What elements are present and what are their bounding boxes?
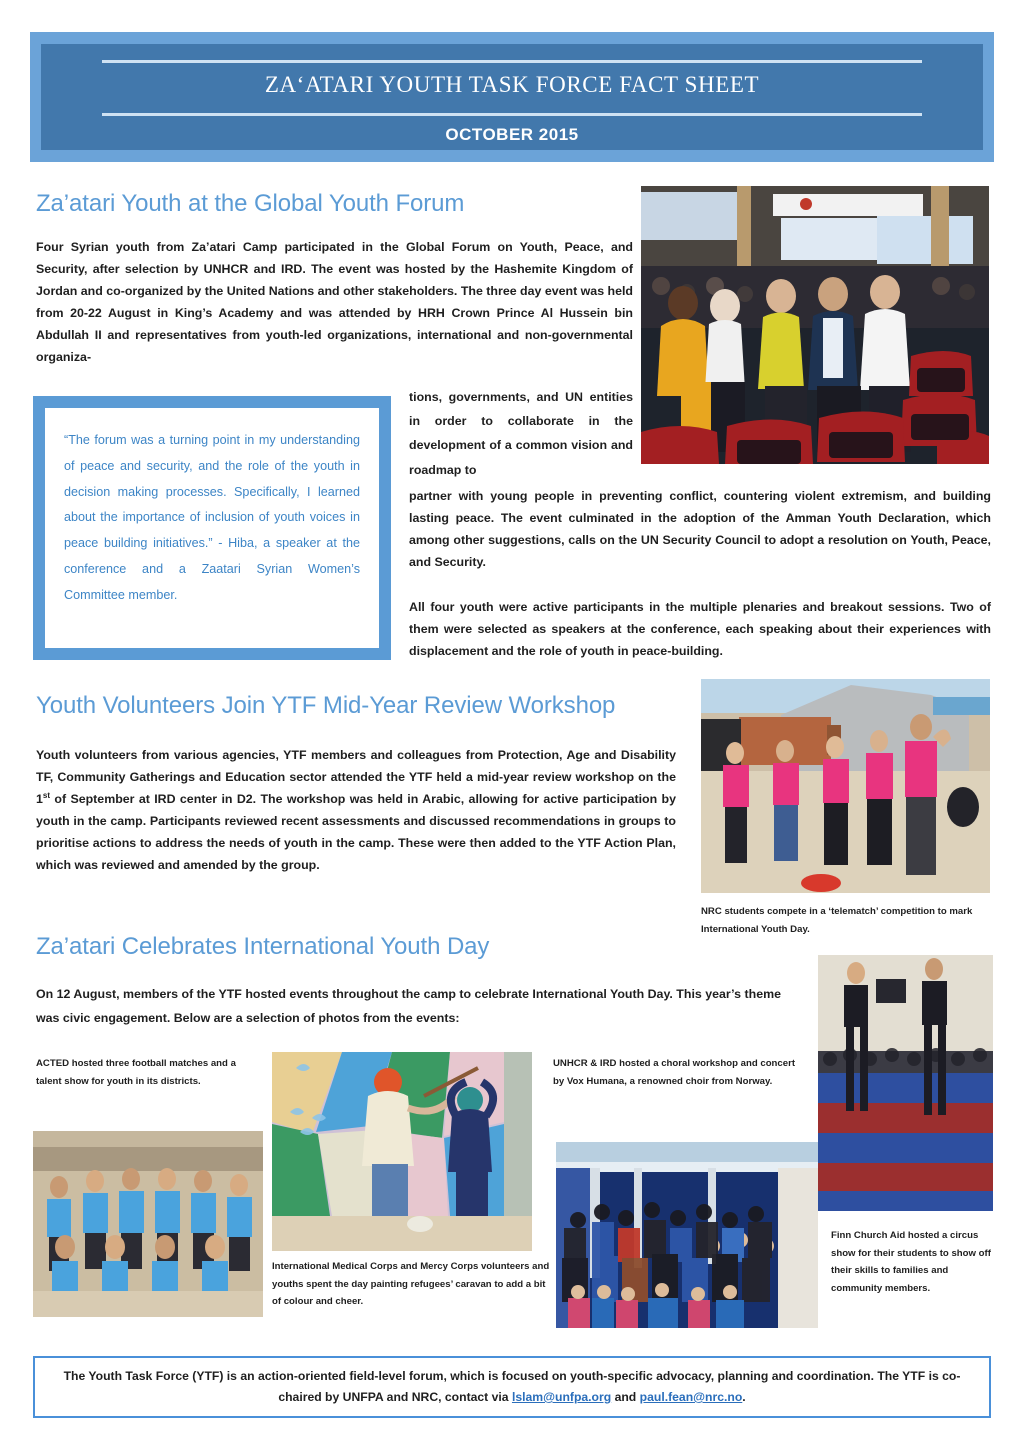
- caption-choir: UNHCR & IRD hosted a choral workshop and concert by Vox Humana, a renowned choir from Norway.: [553, 1058, 796, 1087]
- page-title: ZA‘ATARI YOUTH TASK FORCE FACT SHEET: [264, 72, 760, 97]
- header-panel: [41, 44, 983, 150]
- ordinal-suffix: st: [42, 791, 51, 801]
- photo-circus-stilt-performers: [818, 955, 993, 1211]
- section-heading-global-youth-forum: Za’atari Youth at the Global Youth Forum: [36, 190, 465, 217]
- section-2-paragraph: [36, 744, 676, 876]
- section-1-paragraph-1: [36, 236, 633, 368]
- caption-painting: International Medical Corps and Mercy Corps volunteers and youths spent the day painting refugees’ caravan to add a bit of colour and cheer.: [272, 1261, 550, 1308]
- email-link-nrc[interactable]: paul.fean@nrc.no: [639, 1390, 743, 1404]
- footer-period: .: [742, 1390, 746, 1404]
- footer-conjunction: and: [611, 1390, 640, 1404]
- section-1-paragraph-2-wrap: [409, 385, 633, 482]
- section-heading-midyear-review: Youth Volunteers Join YTF Mid-Year Review Workshop: [36, 692, 616, 719]
- section-1-paragraph-2-rest: [409, 485, 991, 573]
- footer-contact-box: [33, 1356, 991, 1418]
- section-heading-international-youth-day: Za’atari Celebrates International Youth Day: [36, 933, 490, 960]
- photo-caravan-mural-painting: [272, 1052, 532, 1251]
- pull-quote-inner: [45, 408, 379, 648]
- paragraph-text: partner with young people in preventing conflict, countering violent extremism, and building lasting peace. The event culminated in the adoption of the Amman Youth Declaration, which among other suggestions, calls on the UN Security Council to adopt a resolution on Youth, Peace, and Security.: [409, 489, 991, 570]
- section-3-paragraph: [36, 982, 781, 1030]
- footer-text: [35, 1366, 989, 1409]
- paragraph-text: tions, governments, and UN entities in order to collaborate in the development of a common vision and roadmap to: [409, 390, 633, 477]
- caption-circus: Finn Church Aid hosted a circus show for their students to show off their skills to families and community members.: [831, 1230, 991, 1295]
- caption-football: ACTED hosted three football matches and a talent show for youth in its districts.: [36, 1058, 236, 1087]
- paragraph-text: On 12 August, members of the YTF hosted events throughout the camp to celebrate International Youth Day. This year’s theme was civic engagement. Below are a selection of photos from the events:: [36, 987, 781, 1026]
- paragraph-text: All four youth were active participants in the multiple plenaries and breakout sessions. Two of them were selected as speakers at the conference, each speaking about their experiences with displacement and the role of youth in peace-building.: [409, 600, 991, 659]
- document-header: [30, 32, 994, 162]
- photo-global-forum-delegates: [641, 186, 989, 464]
- pull-quote-text: “The forum was a turning point in my understanding of peace and security, and the role of the youth in decision making processes. Specifically, I learned about the importance of inclusion of youth voices in peace building initiatives.” - Hiba, a speaker at the conference and a Zaatari Syrian Women’s Committee member.: [64, 433, 360, 602]
- photo-football-team: [33, 1131, 263, 1317]
- footer-line-2: coordination. The YTF is co-chaired by UNFPA and NRC, contact via: [278, 1368, 961, 1404]
- pull-quote-box: [33, 396, 391, 660]
- paragraph-text: Four Syrian youth from Za’atari Camp participated in the Global Forum on Youth, Peace, and Security, after selection by UNHCR and IRD. The event was hosted by the Hashemite Kingdom of Jordan and co-organized by the United Nations and other stakeholders. The three day event was held from 20-22 August in King’s Academy and was attended by HRH Crown Prince Al Hussein bin Abdullah II and representatives from youth-led organizations, international and non-governmental organiza-: [36, 240, 633, 365]
- caption-telematch: NRC students compete in a ‘telematch’ competition to mark International Youth Day.: [701, 906, 973, 935]
- section-1-paragraph-3: [409, 596, 991, 662]
- photo-choir-group: [556, 1142, 818, 1328]
- page-subtitle: OCTOBER 2015: [445, 125, 579, 144]
- paragraph-text-part-a: Youth volunteers from various agencies, YTF members and colleagues from Protection, Age and Disability TF, Community Gatherings and Education sector attended the YTF held a mid-year review workshop on the 1: [36, 748, 676, 807]
- paragraph-text-part-b: of September at IRD center in D2. The workshop was held in Arabic, allowing for active participation by youth in the camp. Participants reviewed recent assessments and discussed recommendations in groups to prioritise actions to address the needs of youth in the camp. These were then added to the YTF Action Plan, which was reviewed and amended by the group.: [36, 792, 676, 873]
- email-link-unfpa[interactable]: lslam@unfpa.org: [511, 1390, 612, 1404]
- photo-telematch-competition: [701, 679, 990, 893]
- footer-line-1: The Youth Task Force (YTF) is an action-oriented field-level forum, which is focused on youth-specific advocacy, planning and: [63, 1368, 794, 1383]
